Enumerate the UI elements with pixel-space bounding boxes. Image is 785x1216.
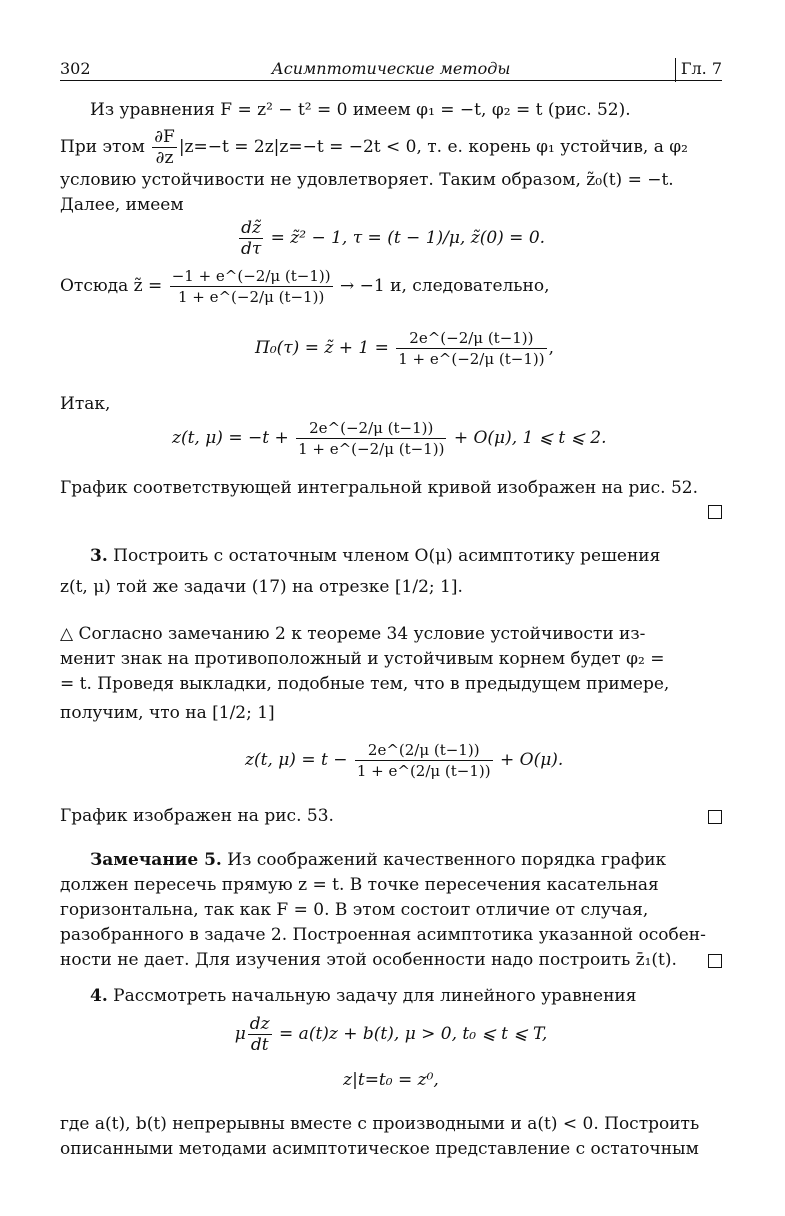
numerator: dz̃ (239, 218, 263, 239)
numerator: 2e^(2/μ (t−1)) (355, 740, 493, 761)
text-line: условию устойчивости не удовлетворяет. Таким образом, z̃₀(t) = −t. (60, 170, 674, 190)
text-line: △ Согласно замечанию 2 к теореме 34 условие устойчивости из- (60, 624, 646, 644)
text-line: Из уравнения F = z² − t² = 0 имеем φ₁ = −t, φ₂ = t (рис. 52). (90, 100, 631, 120)
paragraph-graph-53 (60, 804, 722, 829)
text-fragment: → −1 и, следовательно, (340, 276, 550, 296)
equation-text: = a(t)z + b(t), μ > 0, t₀ ⩽ t ⩽ T, (279, 1024, 548, 1044)
text-fragment: Из соображений качественного порядка график (227, 850, 667, 870)
text-line (60, 127, 722, 168)
text-itak: Итак, (60, 394, 111, 414)
denominator: dt (250, 1035, 269, 1055)
equation-3 (60, 418, 722, 459)
fraction (170, 266, 333, 307)
numerator: dz (249, 1014, 270, 1034)
text-line: z(t, μ) той же задачи (17) на отрезке [1/2; 1]. (60, 577, 463, 597)
text-line: менит знак на противоположный и устойчивым корнем будет φ₂ = (60, 649, 665, 669)
text-line: Далее, имеем (60, 195, 184, 215)
equation-lhs: z(t, μ) = t − (245, 750, 348, 770)
text-line: ности не дает. Для изучения этой особенности надо построить z̄₁(t). (60, 950, 677, 970)
fraction (355, 740, 493, 781)
paragraph-hence (60, 266, 722, 307)
chapter-label: Гл. 7 (681, 56, 722, 81)
equation-lhs: Π₀(τ) = z̃ + 1 = (255, 338, 389, 358)
qed-wrap (60, 505, 722, 519)
text-line: должен пересечь прямую z = t. В точке пересечения касательная (60, 875, 659, 895)
task-3 (60, 544, 722, 600)
equation-tail: + O(μ). (500, 750, 564, 770)
text-line: горизонтальна, так как F = 0. В этом состоит отличие от случая, (60, 900, 649, 920)
denominator: 1 + e^(2/μ (t−1)) (356, 762, 491, 780)
denominator: 1 + e^(−2/μ (t−1)) (398, 350, 545, 368)
text-fragment: Построить с остаточным членом O(μ) асимптотику решения (113, 546, 661, 566)
running-title: Асимптотические методы (271, 59, 511, 78)
denominator: ∂z (155, 148, 174, 168)
qed-square-icon (708, 810, 722, 824)
text-line: График изображен на рис. 53. (60, 806, 334, 826)
derivative-fraction (239, 218, 263, 259)
text-line: где a(t), b(t) непрерывны вместе с производными и a(t) < 0. Построить (60, 1114, 700, 1134)
text-fragment: |z=−t = 2z|z=−t = −2t < 0, т. е. корень φ₁ устойчив, а φ₂ (178, 137, 688, 157)
remark-5 (60, 848, 722, 973)
fraction (396, 328, 546, 369)
equation-1 (60, 218, 722, 259)
text-line: = t. Проведя выкладки, подобные тем, что в предыдущем примере, (60, 674, 670, 694)
equation-lhs: μ (234, 1024, 246, 1044)
text-line: получим, что на [1/2; 1] (60, 703, 275, 723)
qed-square-icon (708, 954, 722, 968)
page-number: 302 (60, 59, 91, 78)
equation-6 (60, 1068, 722, 1093)
remark-label: Замечание 5. (90, 850, 222, 870)
numerator: −1 + e^(−2/μ (t−1)) (171, 267, 331, 285)
derivative-fraction (248, 1014, 272, 1055)
text-line: описанными методами асимптотическое представление с остаточным (60, 1139, 699, 1159)
denominator: 1 + e^(−2/μ (t−1)) (298, 440, 445, 458)
numerator: 2e^(−2/μ (t−1)) (296, 418, 446, 439)
running-header (60, 56, 722, 81)
equation-tail: , (548, 338, 554, 358)
task-4-body (60, 1112, 722, 1162)
partial-derivative (152, 127, 177, 168)
text-line: График соответствующей интегральной кривой изображен на рис. 52. (60, 478, 699, 498)
equation-text: = z̃² − 1, τ = (t − 1)/μ, z̃(0) = 0. (270, 228, 546, 248)
task-number: 3. (90, 546, 108, 566)
equation-4 (60, 740, 722, 781)
text-line (60, 848, 722, 873)
numerator: 2e^(−2/μ (t−1)) (396, 328, 546, 349)
text-fragment: Отсюда z̃ = (60, 276, 163, 296)
task-number: 4. (90, 986, 108, 1006)
paragraph-graph (60, 476, 722, 501)
task-4 (60, 984, 722, 1009)
equation-text: z|t=t₀ = z⁰, (343, 1070, 439, 1090)
equation-5 (60, 1014, 722, 1055)
text-line: разобранного в задаче 2. Построенная асимптотика указанной особен- (60, 925, 706, 945)
text-line (60, 544, 722, 569)
denominator: dτ (240, 239, 262, 259)
text-fragment: При этом (60, 137, 145, 157)
text-line (60, 984, 722, 1009)
fraction (296, 418, 446, 459)
equation-2 (60, 328, 722, 369)
equation-tail: + O(μ), 1 ⩽ t ⩽ 2. (453, 428, 607, 448)
numerator: ∂F (154, 127, 175, 147)
denominator: 1 + e^(−2/μ (t−1)) (177, 288, 325, 306)
equation-lhs: z(t, μ) = −t + (172, 428, 289, 448)
text-fragment: Рассмотреть начальную задачу для линейного уравнения (113, 986, 637, 1006)
solution-3 (60, 622, 722, 726)
paragraph-intro (60, 98, 722, 218)
qed-square-icon (708, 505, 722, 519)
